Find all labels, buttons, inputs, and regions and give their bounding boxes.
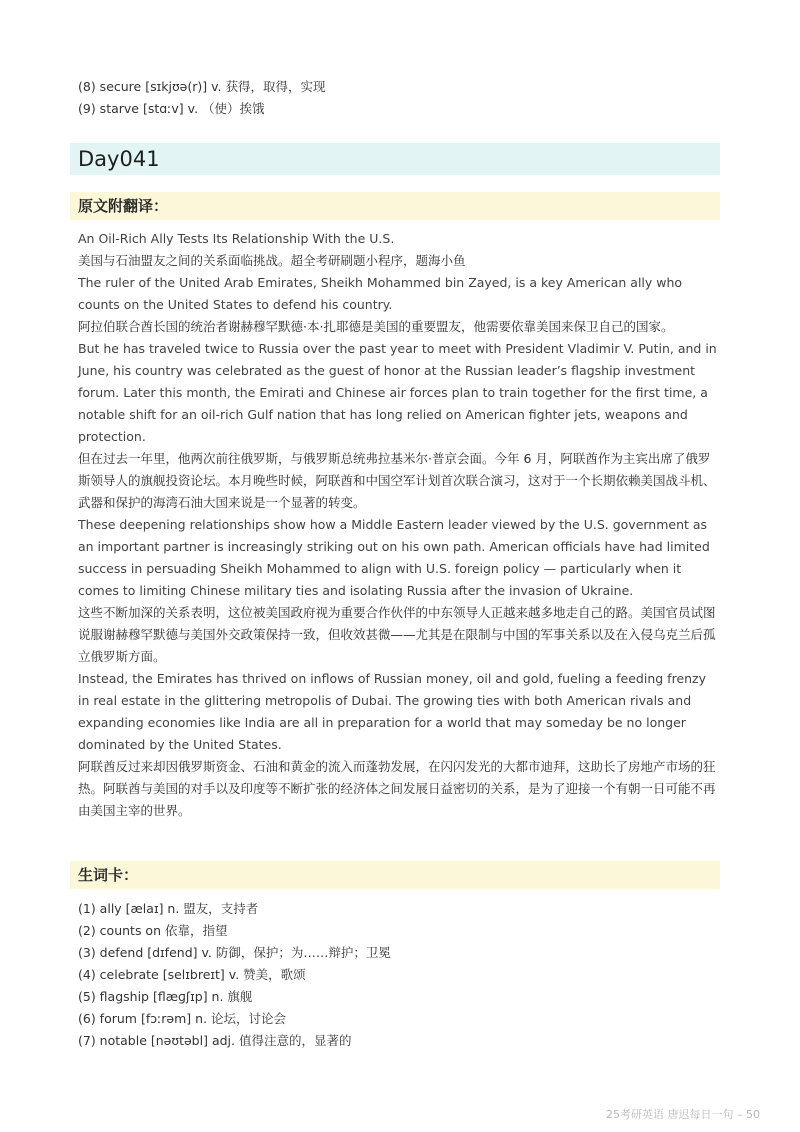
paragraph-zh: 这些不断加深的关系表明，这位被美国政府视为重要合作伙伴的中东领导人正越来越多地走自己的路。美国官员试图说服谢赫穆罕默德与美国外交政策保持一致，但收效甚微——尤其是在限制与中国的军事关系以及在入侵乌克兰后孤立俄罗斯方面。 xyxy=(78,605,716,664)
vocab-list xyxy=(78,898,718,1052)
vocab-card-title: 生词卡： xyxy=(78,866,139,884)
paragraph-zh: 但在过去一年里，他两次前往俄罗斯，与俄罗斯总统弗拉基米尔·普京会面。今年 6 月，阿联酋作为主宾出席了俄罗斯领导人的旗舰投资论坛。本月晚些时候，阿联酋和中国空军计划首次联合演习，这对于一个长期依赖美国战斗机、武器和保护的海湾石油大国来说是一个显著的转变。 xyxy=(78,451,716,510)
day-title: Day041 xyxy=(78,147,160,171)
paragraph-zh: 阿联酋反过来却因俄罗斯资金、石油和黄金的流入而蓬勃发展，在闪闪发光的大都市迪拜，这助长了房地产市场的狂热。阿联酋与美国的对手以及印度等不断扩张的经济体之间发展日益密切的关系，是为了迎接一个有朝一日可能不再由美国主宰的世界。 xyxy=(78,759,716,818)
article-body xyxy=(78,228,718,822)
page-footer: 25考研英语 唐迟每日一句 – 50 xyxy=(606,1108,760,1121)
vocab-item: (9) starve [stɑːv] v. （使）挨饿 xyxy=(78,101,265,116)
previous-vocab-list xyxy=(78,76,718,120)
paragraph-en: These deepening relationships show how a Middle Eastern leader viewed by the U.S. government as an important partner is increasingly striking out on his own path. American officials have had limited success in persuading Sheikh Mohammed to align with U.S. foreign policy — particularly when it comes to limiting Chinese military ties and isolating Russia after the invasion of Ukraine. xyxy=(78,517,710,598)
article-title-zh: 美国与石油盟友之间的关系面临挑战。超全考研刷题小程序，题海小鱼 xyxy=(78,253,466,268)
paragraph-en: The ruler of the United Arab Emirates, Sheikh Mohammed bin Zayed, is a key American ally who counts on the United States to defend his country. xyxy=(78,275,683,312)
vocab-item: (5) flagship [flæɡʃɪp] n. 旗舰 xyxy=(78,989,253,1004)
vocab-item: (4) celebrate [selɪbreɪt] v. 赞美，歌颂 xyxy=(78,967,306,982)
vocab-item: (1) ally [ælaɪ] n. 盟友，支持者 xyxy=(78,901,259,916)
paragraph-en: Instead, the Emirates has thrived on inflows of Russian money, oil and gold, fueling a feeding frenzy in real estate in the glittering metropolis of Dubai. The growing ties with both American rivals and expanding economies like India are all in preparation for a world that may someday be no longer dominated by the United States. xyxy=(78,671,707,752)
vocab-card-banner xyxy=(70,861,720,889)
original-text-banner xyxy=(70,192,720,220)
paragraph-zh: 阿拉伯联合酋长国的统治者谢赫穆罕默德·本·扎耶德是美国的重要盟友，他需要依靠美国来保卫自己的国家。 xyxy=(78,319,674,334)
vocab-item: (6) forum [fɔːrəm] n. 论坛，讨论会 xyxy=(78,1011,287,1026)
vocab-item: (8) secure [sɪkjʊə(r)] v. 获得，取得，实现 xyxy=(78,79,326,94)
vocab-item: (2) counts on 依靠，指望 xyxy=(78,923,228,938)
vocab-item: (3) defend [dɪfend] v. 防御，保护；为……辩护；卫冕 xyxy=(78,945,391,960)
day-heading-banner xyxy=(70,143,720,175)
vocab-item: (7) notable [nəʊtəbl] adj. 值得注意的，显著的 xyxy=(78,1033,352,1048)
article-title-en: An Oil-Rich Ally Tests Its Relationship With the U.S. xyxy=(78,231,395,246)
original-text-title: 原文附翻译： xyxy=(78,197,169,215)
paragraph-en: But he has traveled twice to Russia over the past year to meet with President Vladimir V. Putin, and in June, his country was celebrated as the guest of honor at the Russian leader’s flagship investment forum. Later this month, the Emirati and Chinese air forces plan to train together for the first time, a notable shift for an oil-rich Gulf nation that has long relied on American fighter jets, weapons and protection. xyxy=(78,341,717,444)
